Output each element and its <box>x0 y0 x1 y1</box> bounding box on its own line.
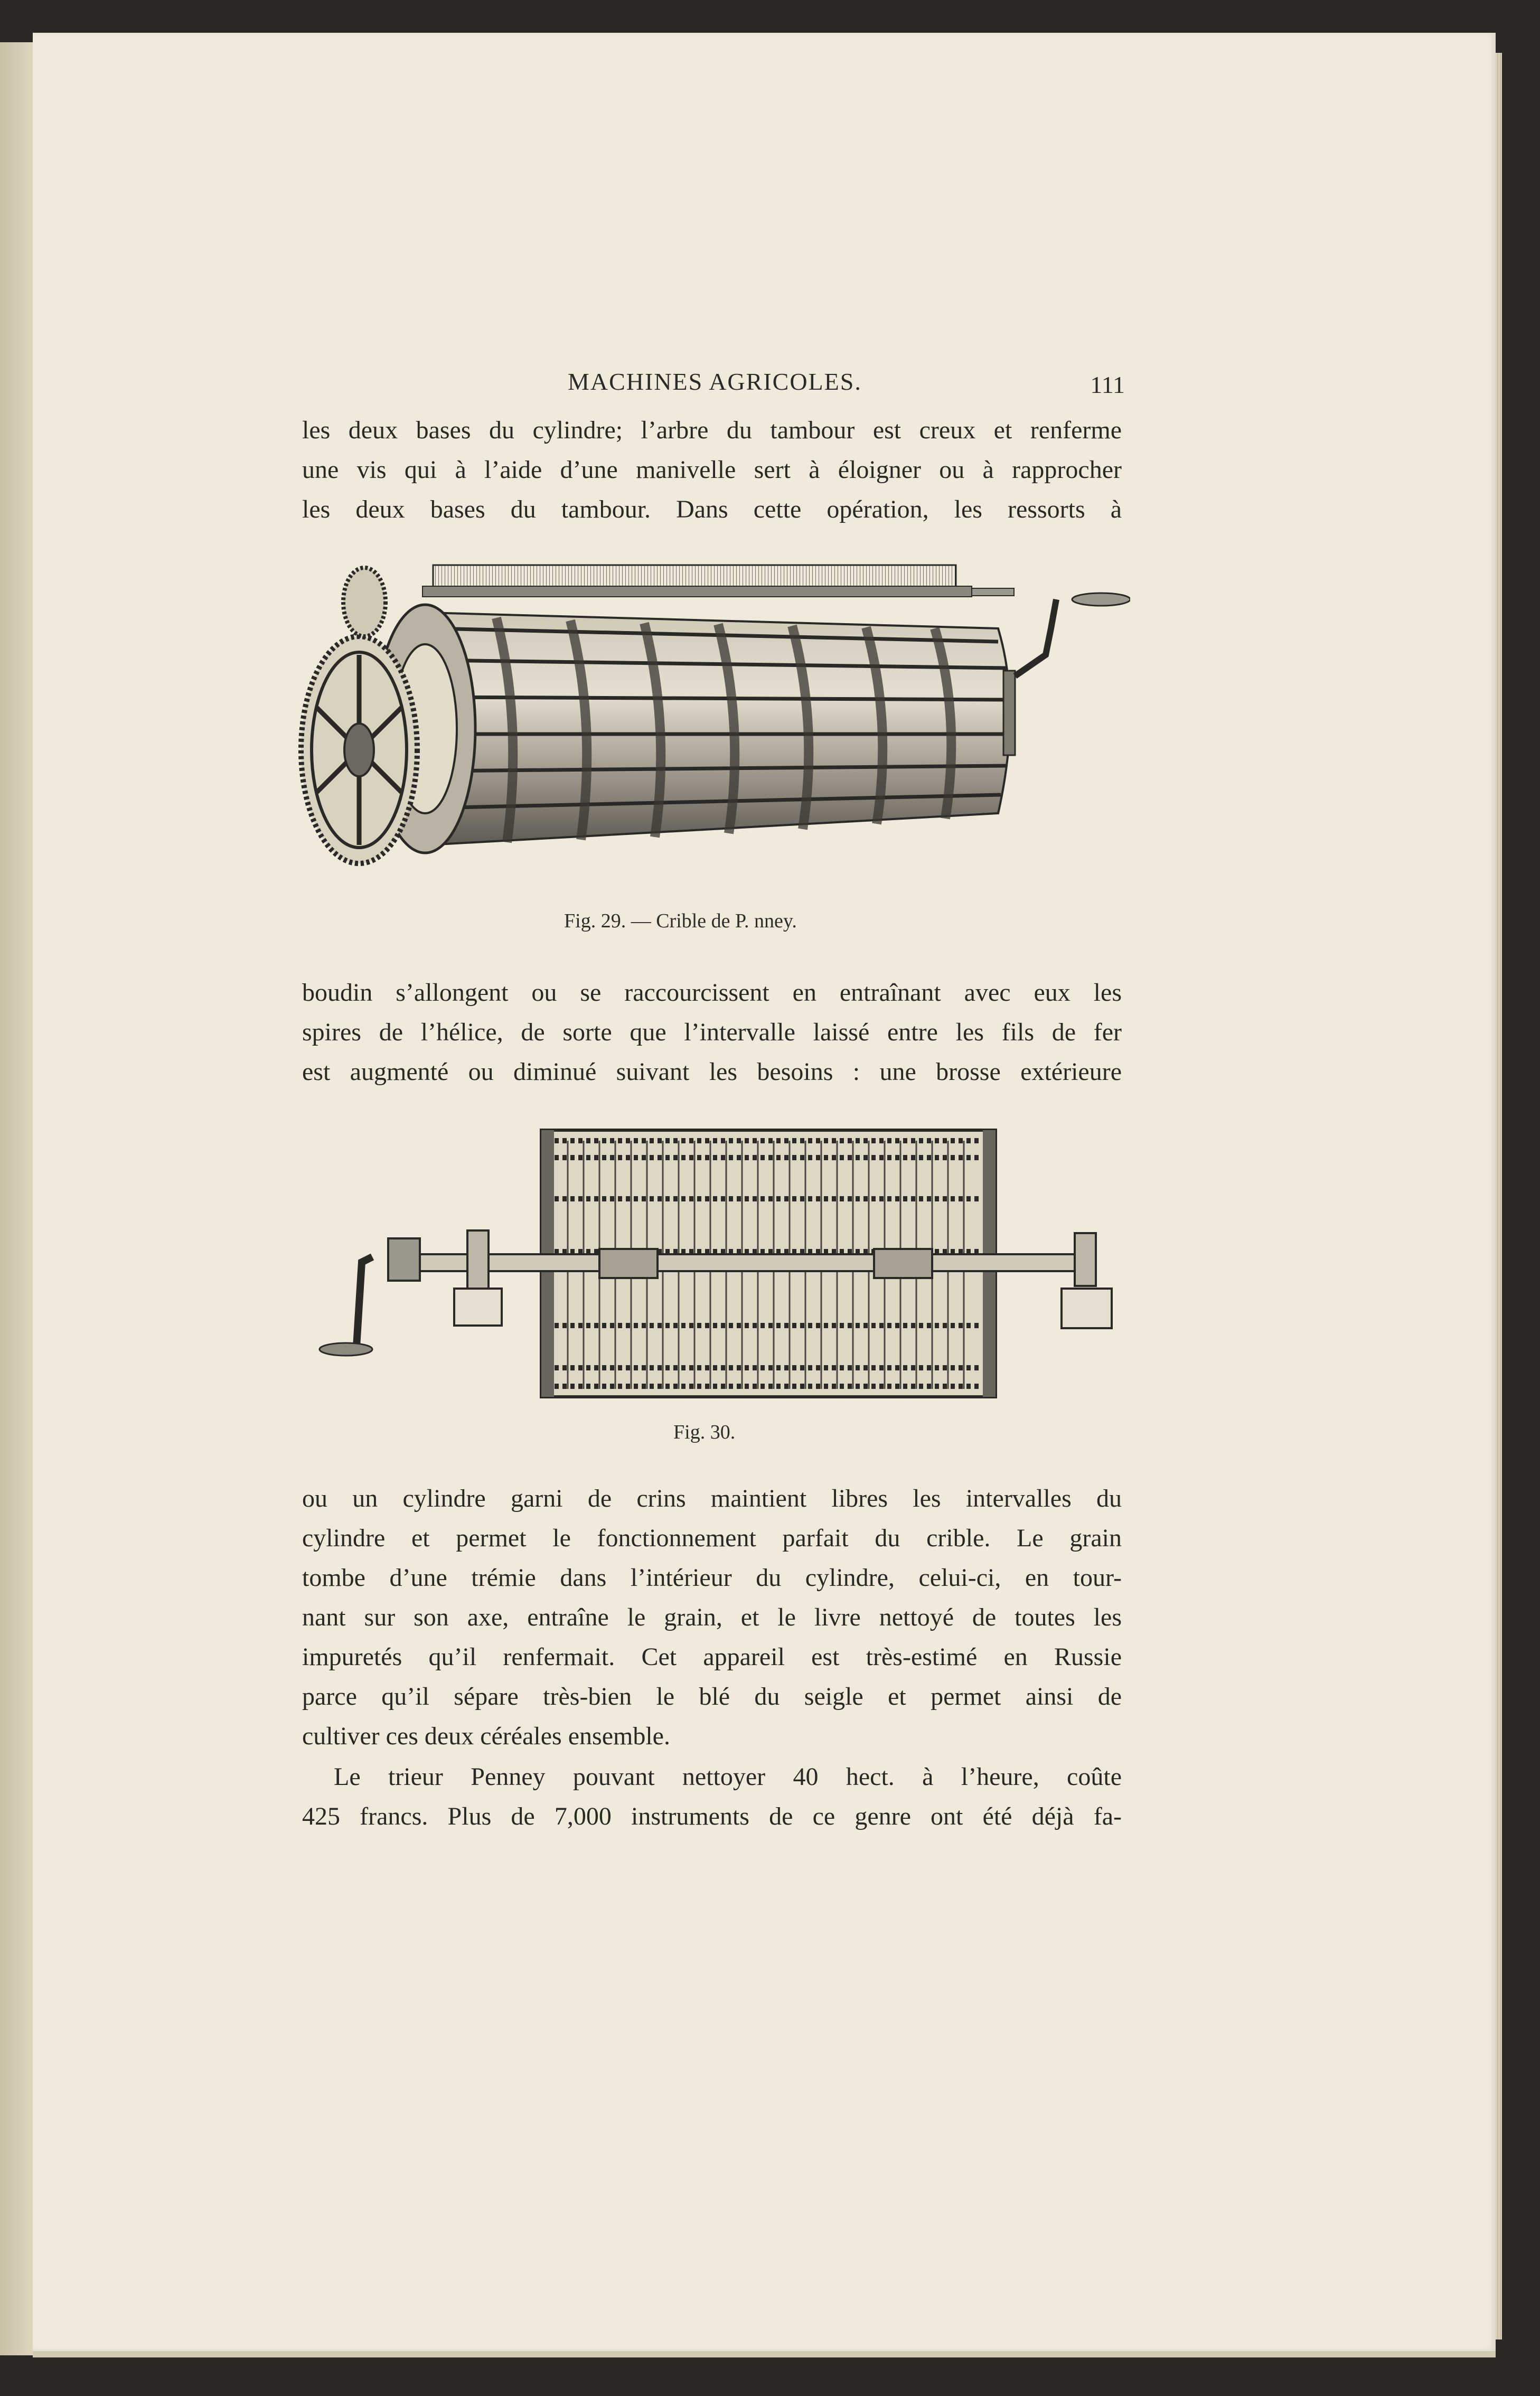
figure-29-caption: Fig. 29. — Crible de P. nney. <box>564 910 797 932</box>
page-number: 111 <box>1090 371 1125 398</box>
text-line: une vis qui à l’aide d’une manivelle sert à éloigner ou à rapprocher <box>302 456 1122 484</box>
text-line: parce qu’il sépare très-bien le blé du seigle et permet ainsi de <box>302 1683 1122 1711</box>
text-line: est augmenté ou diminué suivant les besoins : une brosse extérieure <box>302 1058 1122 1086</box>
text-line: les deux bases du cylindre; l’arbre du tambour est creux et renferme <box>302 416 1122 444</box>
figure-29-drum-sieve <box>296 549 1130 898</box>
text-line: 425 francs. Plus de 7,000 instruments de ce genre ont été déjà fa- <box>302 1802 1122 1830</box>
running-head <box>304 363 1125 411</box>
text-line: ou un cylindre garni de crins maintient libres les intervalles du <box>302 1484 1122 1512</box>
running-title: MACHINES AGRICOLES. <box>568 368 862 395</box>
text-line: les deux bases du tambour. Dans cette opération, les ressorts à <box>302 495 1122 523</box>
text-line: boudin s’allongent ou se raccourcissent en entraînant avec eux les <box>302 979 1122 1007</box>
facing-page-edge <box>0 42 33 2355</box>
text-line: tombe d’une trémie dans l’intérieur du cylindre, celui-ci, en tour- <box>302 1564 1122 1592</box>
text-line: impuretés qu’il renfermait. Cet appareil est très-estimé en Russie <box>302 1643 1122 1671</box>
figure-30-caption: Fig. 30. <box>673 1421 736 1443</box>
text-line: spires de l’hélice, de sorte que l’intervalle laissé entre les fils de fer <box>302 1018 1122 1046</box>
text-line: cylindre et permet le fonctionnement parfait du crible. Le grain <box>302 1524 1122 1552</box>
text-line: nant sur son axe, entraîne le grain, et le livre nettoyé de toutes les <box>302 1603 1122 1631</box>
text-line: cultiver ces deux céréales ensemble. <box>302 1722 670 1750</box>
text-line: Le trieur Penney pouvant nettoyer 40 hect. à l’heure, coûte <box>334 1763 1122 1791</box>
figure-30-sieve-plan <box>314 1125 1128 1405</box>
